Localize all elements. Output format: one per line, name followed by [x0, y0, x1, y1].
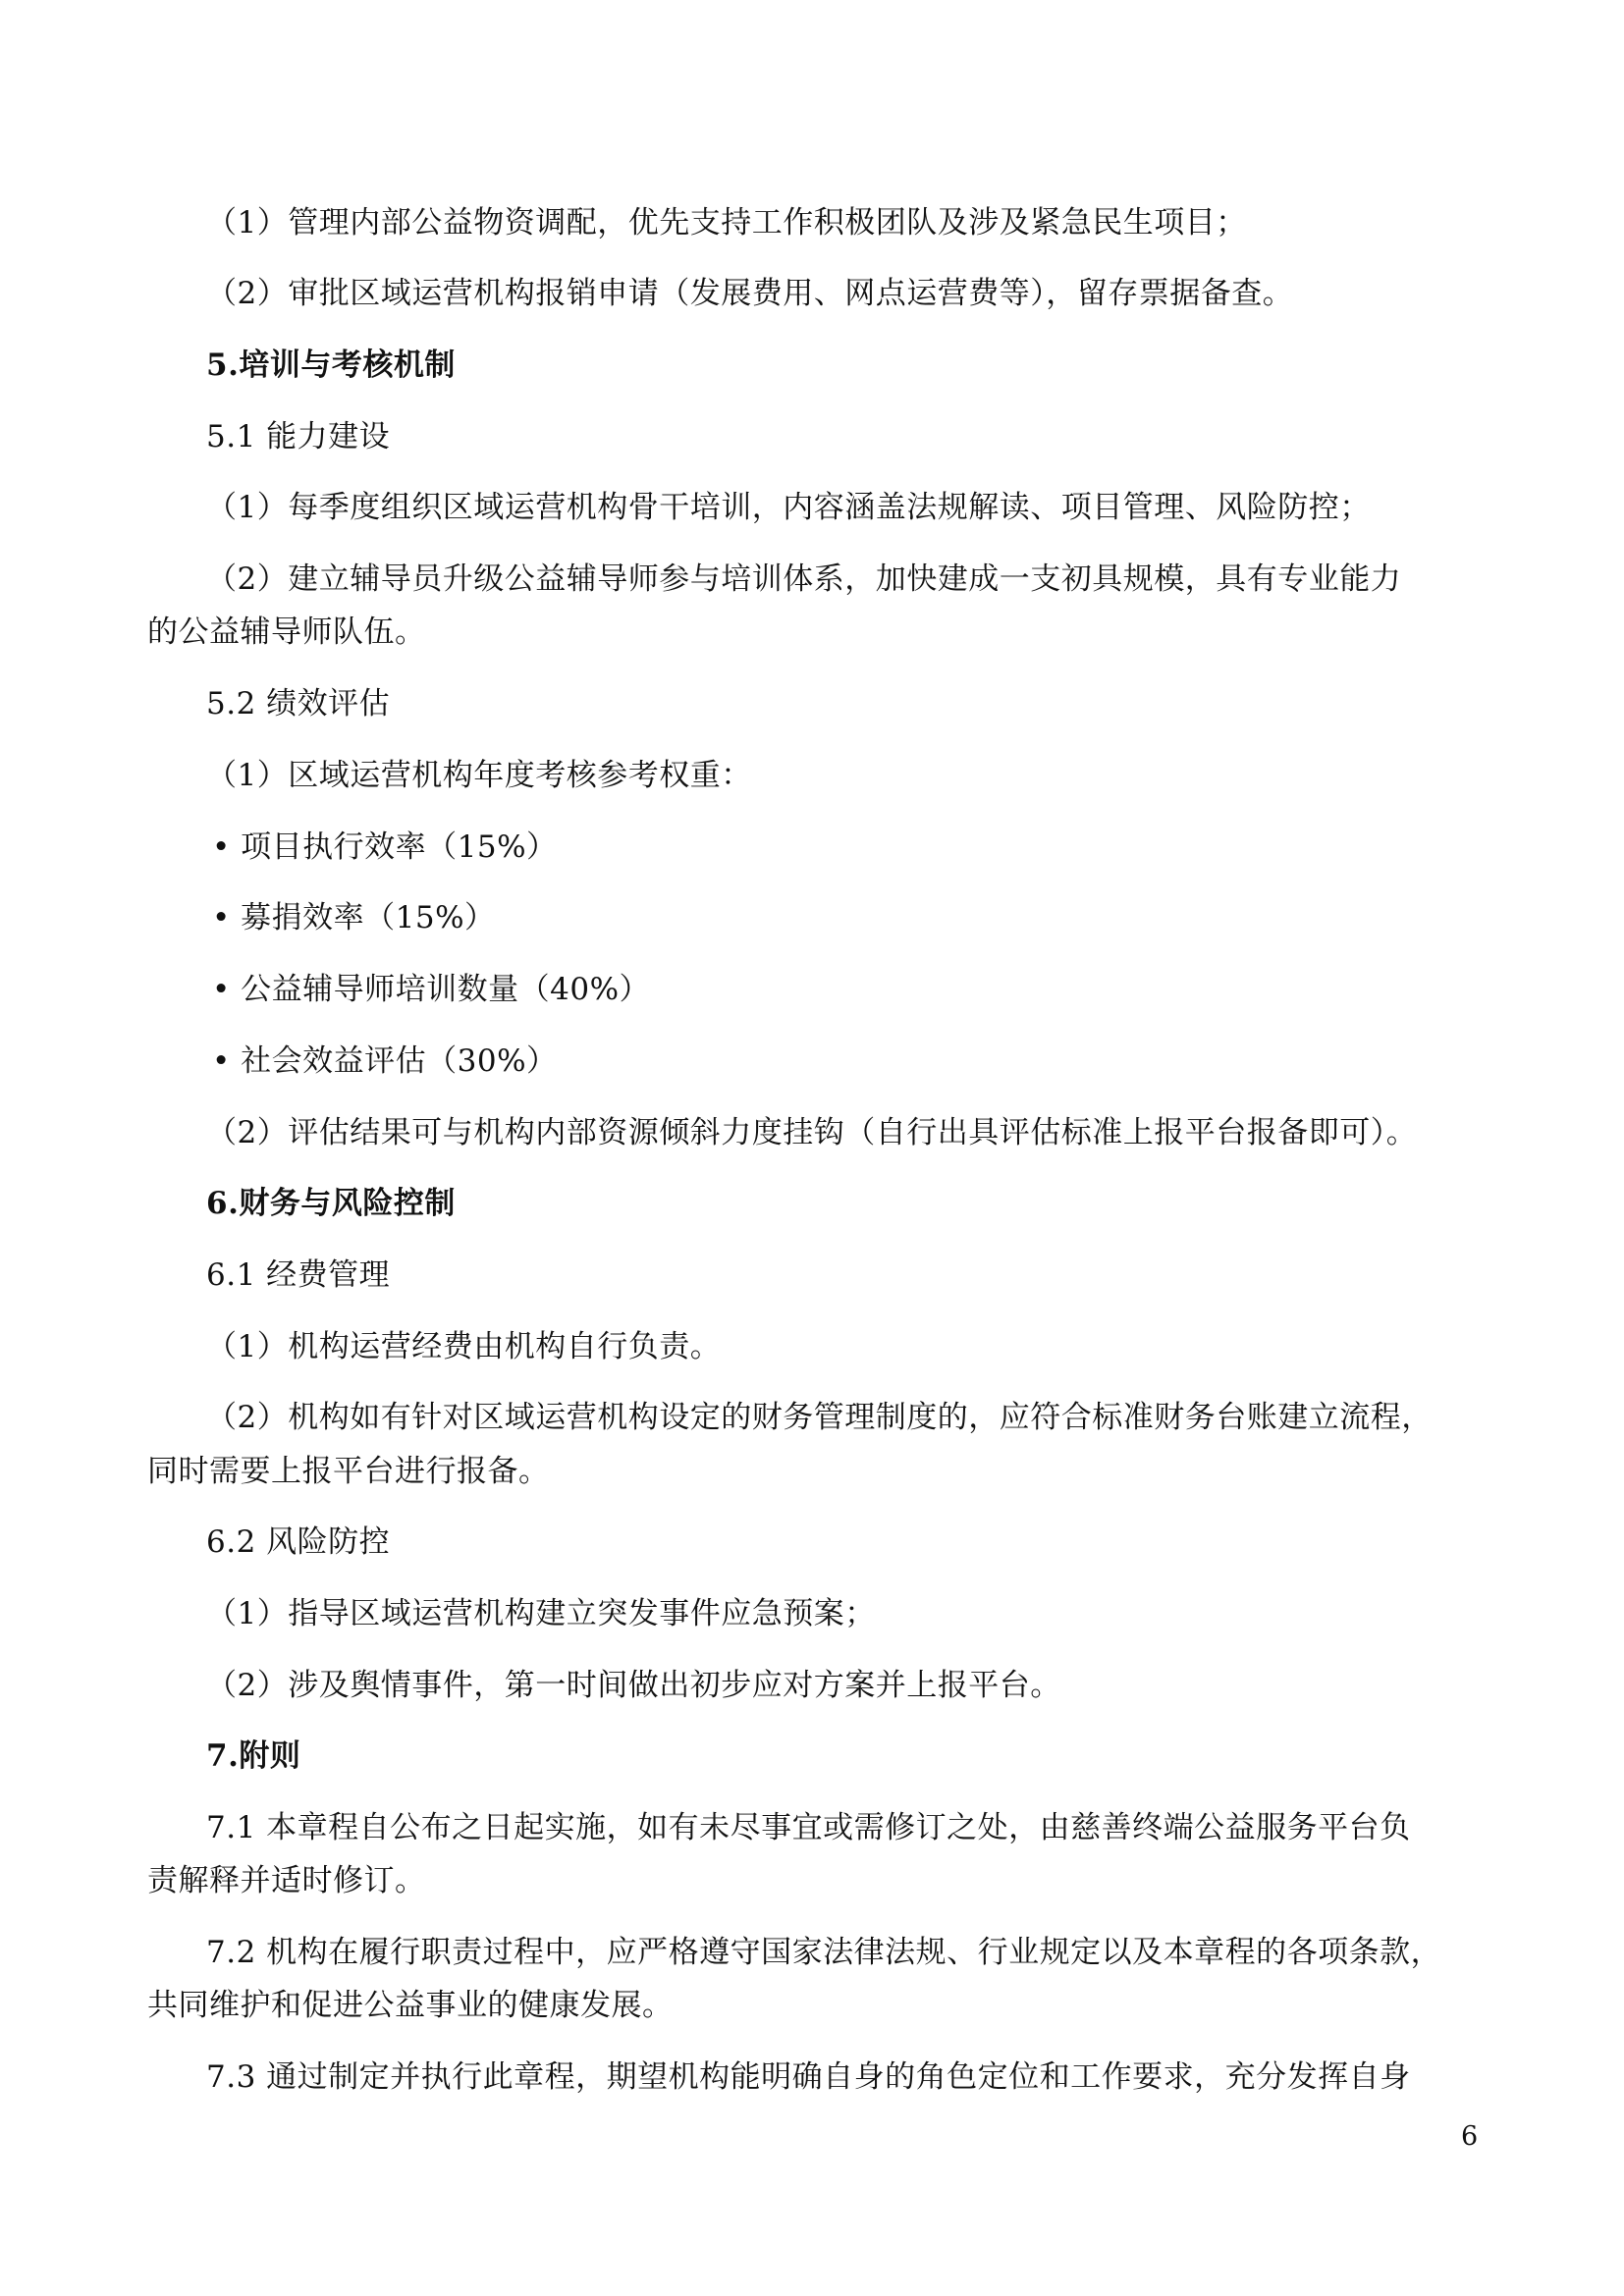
- subsection-heading-5-2: 5.2 绩效评估: [206, 686, 391, 721]
- text-line-28: 7.3 通过制定并执行此章程，期望机构能明确自身的角色定位和工作要求，充分发挥自身: [206, 2059, 1411, 2095]
- text-line-1: （1）管理内部公益物资调配，优先支持工作积极团队及涉及紧急民生项目；: [206, 205, 1247, 240]
- text-line-24: 7.1 本章程自公布之日起实施，如有未尽事宜或需修订之处，由慈善终端公益服务平台负: [206, 1810, 1411, 1845]
- subsection-heading-6-1: 6.1 经费管理: [206, 1257, 391, 1293]
- bullet-item-2: • 募捐效率（15%）: [212, 900, 496, 935]
- text-line-25: 责解释并适时修订。: [147, 1863, 426, 1898]
- text-line-26: 7.2 机构在履行职责过程中，应严格遵守国家法律法规、行业规定以及本章程的各项条款，: [206, 1935, 1442, 1970]
- text-line-22: （2）涉及舆情事件，第一时间做出初步应对方案并上报平台。: [206, 1668, 1061, 1703]
- text-line-5: （1）每季度组织区域运营机构骨干培训，内容涵盖法规解读、项目管理、风险防控；: [206, 490, 1371, 525]
- section-heading-5: 5.培训与考核机制: [206, 347, 456, 383]
- text-line-18: （2）机构如有针对区域运营机构设定的财务管理制度的，应符合标准财务台账建立流程，: [206, 1400, 1433, 1435]
- section-heading-7: 7.附则: [206, 1738, 301, 1774]
- text-line-14: （2）评估结果可与机构内部资源倾斜力度挂钩（自行出具评估标准上报平台报备即可）。: [206, 1115, 1418, 1150]
- text-line-19: 同时需要上报平台进行报备。: [147, 1454, 550, 1489]
- bullet-item-3: • 公益辅导师培训数量（40%）: [212, 972, 651, 1007]
- text-line-7: 的公益辅导师队伍。: [147, 614, 426, 650]
- text-line-6: （2）建立辅导员升级公益辅导师参与培训体系，加快建成一支初具规模，具有专业能力: [206, 561, 1402, 597]
- subsection-heading-6-2: 6.2 风险防控: [206, 1524, 391, 1560]
- text-line-17: （1）机构运营经费由机构自行负责。: [206, 1329, 722, 1364]
- bullet-item-1: • 项目执行效率（15%）: [212, 829, 558, 865]
- text-line-21: （1）指导区域运营机构建立突发事件应急预案；: [206, 1596, 876, 1631]
- text-line-2: （2）审批区域运营机构报销申请（发展费用、网点运营费等），留存票据备查。: [206, 276, 1294, 311]
- section-heading-6: 6.财务与风险控制: [206, 1186, 456, 1221]
- text-line-27: 共同维护和促进公益事业的健康发展。: [147, 1988, 674, 2023]
- text-line-9: （1）区域运营机构年度考核参考权重：: [206, 758, 752, 793]
- page-number: 6: [1461, 2121, 1479, 2152]
- bullet-item-4: • 社会效益评估（30%）: [212, 1043, 558, 1079]
- subsection-heading-5-1: 5.1 能力建设: [206, 419, 391, 454]
